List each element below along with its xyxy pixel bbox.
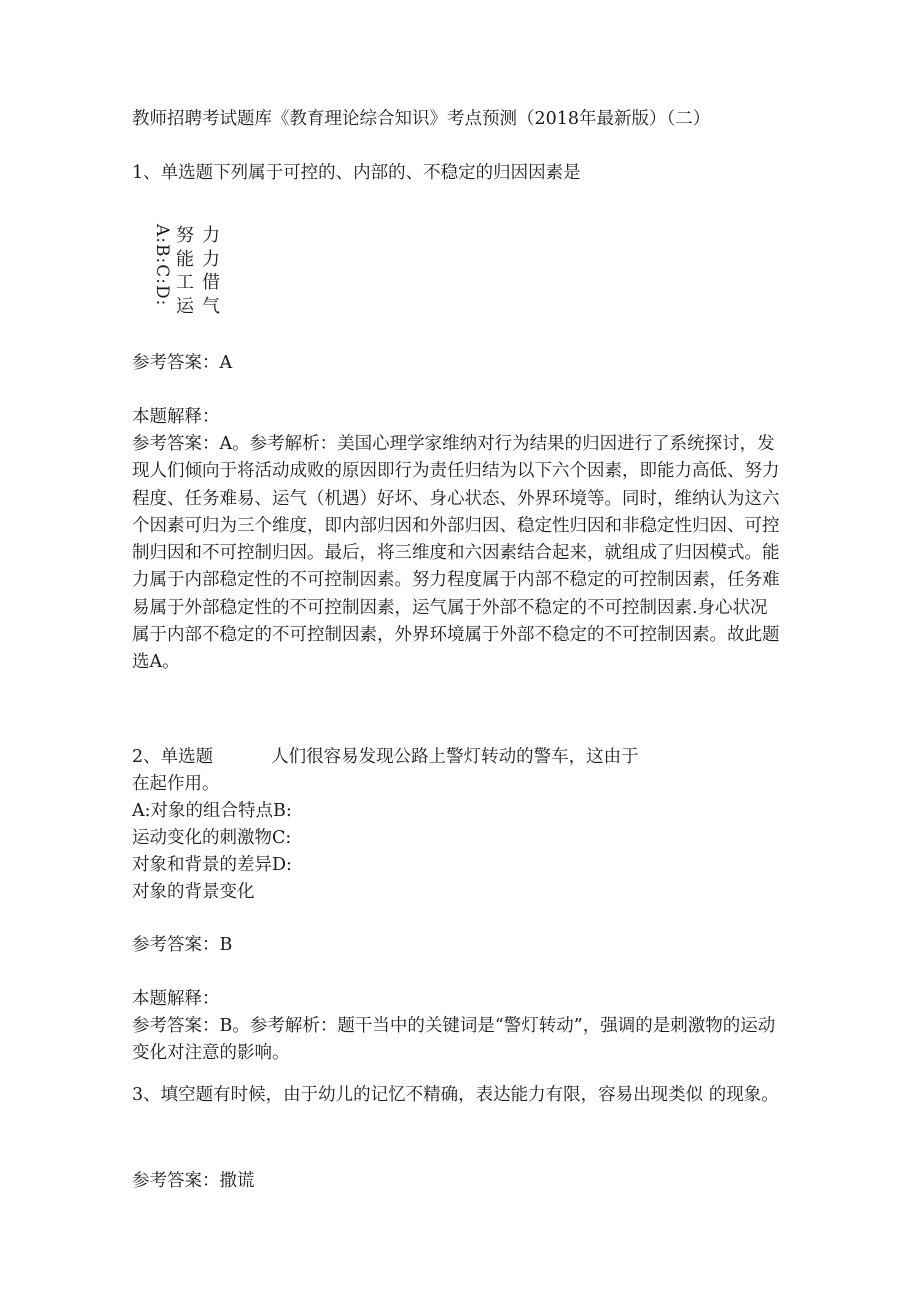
question-1-options-column-1 xyxy=(176,224,202,318)
question-2-options-line-2: 运动变化的刺激物C: xyxy=(132,828,292,848)
question-3-answer: 参考答案：撒谎 xyxy=(132,1171,255,1191)
question-2-options-line-4: 对象的背景变化 xyxy=(132,882,255,902)
question-2-stem-continued: 在起作用。 xyxy=(132,774,220,794)
question-2-options-line-1: A:对象的组合特点B: xyxy=(132,801,292,821)
question-3-stem: 3、填空题有时候，由于幼儿的记忆不精确，表达能力有限，容易出现类似 的现象。 xyxy=(132,1085,779,1105)
option-a-char-2: 力 xyxy=(202,225,220,246)
question-1-stem: 1、单选题下列属于可控的、内部的、不稳定的归因因素是 xyxy=(132,163,581,183)
question-2-stem xyxy=(132,744,639,771)
question-2-text: 人们很容易发现公路上警灯转动的警车，这由于 xyxy=(271,747,639,767)
question-1-explanation: 参考答案：A。参考解析：美国心理学家维纳对行为结果的归因进行了系统探讨，发现人们倾向于将活动成败的原因即行为责任归结为以下六个因素，即能力高低、努力程度、任务难易、运气（机遇）好坏、身心状态、外界环境等。同时，维纳认为这六个因素可归为三个维度，即内部归因和外部归因、稳定性归因和非稳定性归因、可控制归因和不可控制归因。最后，将三维度和六因素结合起来，就组成了归因模式。能力属于内部稳定性的不可控制因素。努力程度属于内部不稳定的可控制因素，任务难易属于外部稳定性的不可控制因素，运气属于外部不稳定的不可控制因素.身心状况属于内部不稳定的不可控制因素，外界环境属于外部不稳定的不可控制因素。故此题选A。 xyxy=(132,434,780,673)
option-a-char-1: 努 xyxy=(176,225,194,246)
question-2-type: 2、单选题 xyxy=(132,747,214,767)
option-d-char-2: 气 xyxy=(202,295,220,317)
option-d-char-1: 运 xyxy=(176,295,194,317)
option-c-char-2: 借 xyxy=(202,272,220,293)
question-1-explanation-heading: 本题解释： xyxy=(132,407,220,427)
document-title: 教师招聘考试题库《教育理论综合知识》考点预测（2018年最新版）（二） xyxy=(132,109,711,129)
question-1-option-letters: A:B:C:D: xyxy=(152,224,172,307)
option-b-char-2: 力 xyxy=(202,248,220,270)
question-2-answer: 参考答案：B xyxy=(132,935,233,955)
question-1-options-column-2 xyxy=(202,224,228,318)
question-1-options xyxy=(152,224,248,320)
option-b-char-1: 能 xyxy=(176,248,194,270)
option-c-char-1: 工 xyxy=(176,272,194,293)
question-2-explanation: 参考答案：B。参考解析：题干当中的关键词是“警灯转动”，强调的是刺激物的运动变化对注意的影响。 xyxy=(132,1016,776,1064)
question-1-answer: 参考答案：A xyxy=(132,353,233,373)
question-2-explanation-heading: 本题解释： xyxy=(132,989,220,1009)
question-2-options-line-3: 对象和背景的差异D: xyxy=(132,855,292,875)
